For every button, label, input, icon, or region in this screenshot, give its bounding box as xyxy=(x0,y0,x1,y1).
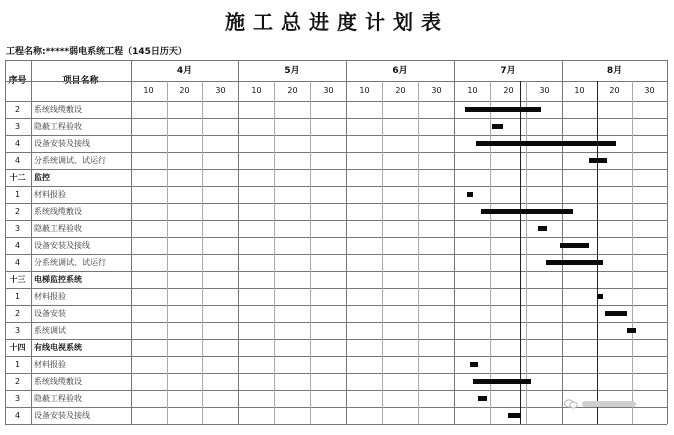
grid-month-line xyxy=(667,60,668,424)
grid-day-line xyxy=(274,81,275,424)
grid-month-line xyxy=(562,60,563,424)
task-name: 分系统调试、试运行 xyxy=(34,258,106,267)
gantt-bar xyxy=(546,260,603,265)
row-seq: 4 xyxy=(14,139,21,148)
grid-day-line xyxy=(382,81,383,424)
seq-header: 序号 xyxy=(8,76,27,86)
grid-marker-line xyxy=(597,81,598,424)
task-name: 设备安装及接线 xyxy=(34,139,90,148)
project-name-line: 工程名称:*****弱电系统工程（145日历天） xyxy=(6,47,187,57)
gantt-bar xyxy=(478,396,487,401)
row-seq: 十三 xyxy=(9,275,26,284)
gantt-bar xyxy=(597,294,603,299)
grid-row-line xyxy=(5,373,667,374)
wechat-icon xyxy=(564,399,578,409)
day-label: 20 xyxy=(179,86,190,95)
month-label: 8月 xyxy=(606,66,623,76)
name-header: 项目名称 xyxy=(62,76,99,86)
grid-col-line xyxy=(31,60,32,424)
day-label: 10 xyxy=(359,86,370,95)
grid-row-line xyxy=(5,237,667,238)
gantt-bar xyxy=(476,141,616,146)
gantt-bar xyxy=(627,328,636,333)
task-name: 系统线缆敷设 xyxy=(34,207,82,216)
gantt-bar xyxy=(467,192,473,197)
task-name: 分系统调试、试运行 xyxy=(34,156,106,165)
day-label: 10 xyxy=(251,86,262,95)
day-label: 30 xyxy=(644,86,655,95)
row-seq: 3 xyxy=(14,326,21,335)
grid-row-line xyxy=(5,288,667,289)
day-label: 30 xyxy=(431,86,442,95)
grid-row-line xyxy=(5,220,667,221)
gantt-bar xyxy=(492,124,503,129)
grid-row-line xyxy=(5,60,667,61)
day-label: 30 xyxy=(539,86,550,95)
row-seq: 十四 xyxy=(9,343,26,352)
grid-row-line xyxy=(5,424,667,425)
watermark xyxy=(564,399,636,413)
day-label: 10 xyxy=(143,86,154,95)
grid-row-line xyxy=(5,339,667,340)
grid-row-line xyxy=(5,356,667,357)
gantt-bar xyxy=(465,107,541,112)
grid-row-line xyxy=(5,203,667,204)
task-name: 系统线缆敷设 xyxy=(34,377,82,386)
grid-month-line xyxy=(346,60,347,424)
row-seq: 3 xyxy=(14,224,21,233)
section-title: 有线电视系统 xyxy=(34,343,82,352)
page-title: 施工总进度计划表 xyxy=(225,10,449,34)
month-label: 4月 xyxy=(176,66,193,76)
row-seq: 1 xyxy=(14,190,21,199)
row-seq: 2 xyxy=(14,207,21,216)
task-name: 材料报验 xyxy=(34,360,66,369)
task-name: 设备安装 xyxy=(34,309,66,318)
day-label: 30 xyxy=(323,86,334,95)
grid-row-line xyxy=(5,271,667,272)
day-label: 20 xyxy=(503,86,514,95)
row-seq: 3 xyxy=(14,394,21,403)
gantt-bar xyxy=(538,226,547,231)
grid-marker-line xyxy=(520,81,521,424)
gantt-bar xyxy=(508,413,521,418)
grid-day-line xyxy=(418,81,419,424)
row-seq: 3 xyxy=(14,122,21,131)
section-title: 监控 xyxy=(34,173,50,182)
task-name: 系统线缆敷设 xyxy=(34,105,82,114)
grid-day-line xyxy=(632,81,633,424)
grid-row-line xyxy=(5,169,667,170)
grid-row-line xyxy=(5,390,667,391)
grid-day-line xyxy=(202,81,203,424)
grid-row-line xyxy=(5,322,667,323)
grid-day-line xyxy=(167,81,168,424)
month-label: 7月 xyxy=(500,66,516,76)
row-seq: 1 xyxy=(14,292,21,301)
grid-month-line xyxy=(131,60,132,424)
day-label: 10 xyxy=(574,86,585,95)
task-name: 隐蔽工程验收 xyxy=(34,122,82,131)
task-name: 隐蔽工程验收 xyxy=(34,224,82,233)
grid-row-line xyxy=(5,186,667,187)
grid-month-line xyxy=(454,60,455,424)
section-title: 电梯监控系统 xyxy=(34,275,82,284)
row-seq: 4 xyxy=(14,411,21,420)
row-seq: 1 xyxy=(14,360,21,369)
month-label: 6月 xyxy=(392,66,408,76)
row-seq: 2 xyxy=(14,105,21,114)
watermark-blurred-text xyxy=(582,401,636,407)
gantt-bar xyxy=(589,158,607,163)
gantt-bar xyxy=(470,362,478,367)
task-name: 材料报验 xyxy=(34,292,66,301)
grid-day-line xyxy=(310,81,311,424)
month-label: 5月 xyxy=(284,66,300,76)
day-label: 20 xyxy=(395,86,406,95)
task-name: 系统调试 xyxy=(34,326,66,335)
gantt-bar xyxy=(605,311,627,316)
row-seq: 4 xyxy=(14,258,21,267)
task-name: 材料报验 xyxy=(34,190,66,199)
grid-row-line xyxy=(5,305,667,306)
row-seq: 4 xyxy=(14,241,21,250)
gantt-bar xyxy=(473,379,531,384)
task-name: 隐蔽工程验收 xyxy=(34,394,82,403)
task-name: 设备安装及接线 xyxy=(34,411,90,420)
gantt-bar xyxy=(481,209,573,214)
day-label: 20 xyxy=(287,86,298,95)
grid-day-line xyxy=(490,81,491,424)
row-seq: 2 xyxy=(14,377,21,386)
row-seq: 2 xyxy=(14,309,21,318)
row-seq: 十二 xyxy=(9,173,26,182)
grid-month-line xyxy=(238,60,239,424)
row-seq: 4 xyxy=(14,156,21,165)
grid-row-line xyxy=(5,101,667,102)
day-label: 10 xyxy=(467,86,478,95)
task-name: 设备安装及接线 xyxy=(34,241,90,250)
grid-day-line xyxy=(526,81,527,424)
grid-row-line xyxy=(5,135,667,136)
gantt-bar xyxy=(560,243,589,248)
grid-row-line xyxy=(5,118,667,119)
day-label: 30 xyxy=(215,86,226,95)
day-label: 20 xyxy=(609,86,620,95)
